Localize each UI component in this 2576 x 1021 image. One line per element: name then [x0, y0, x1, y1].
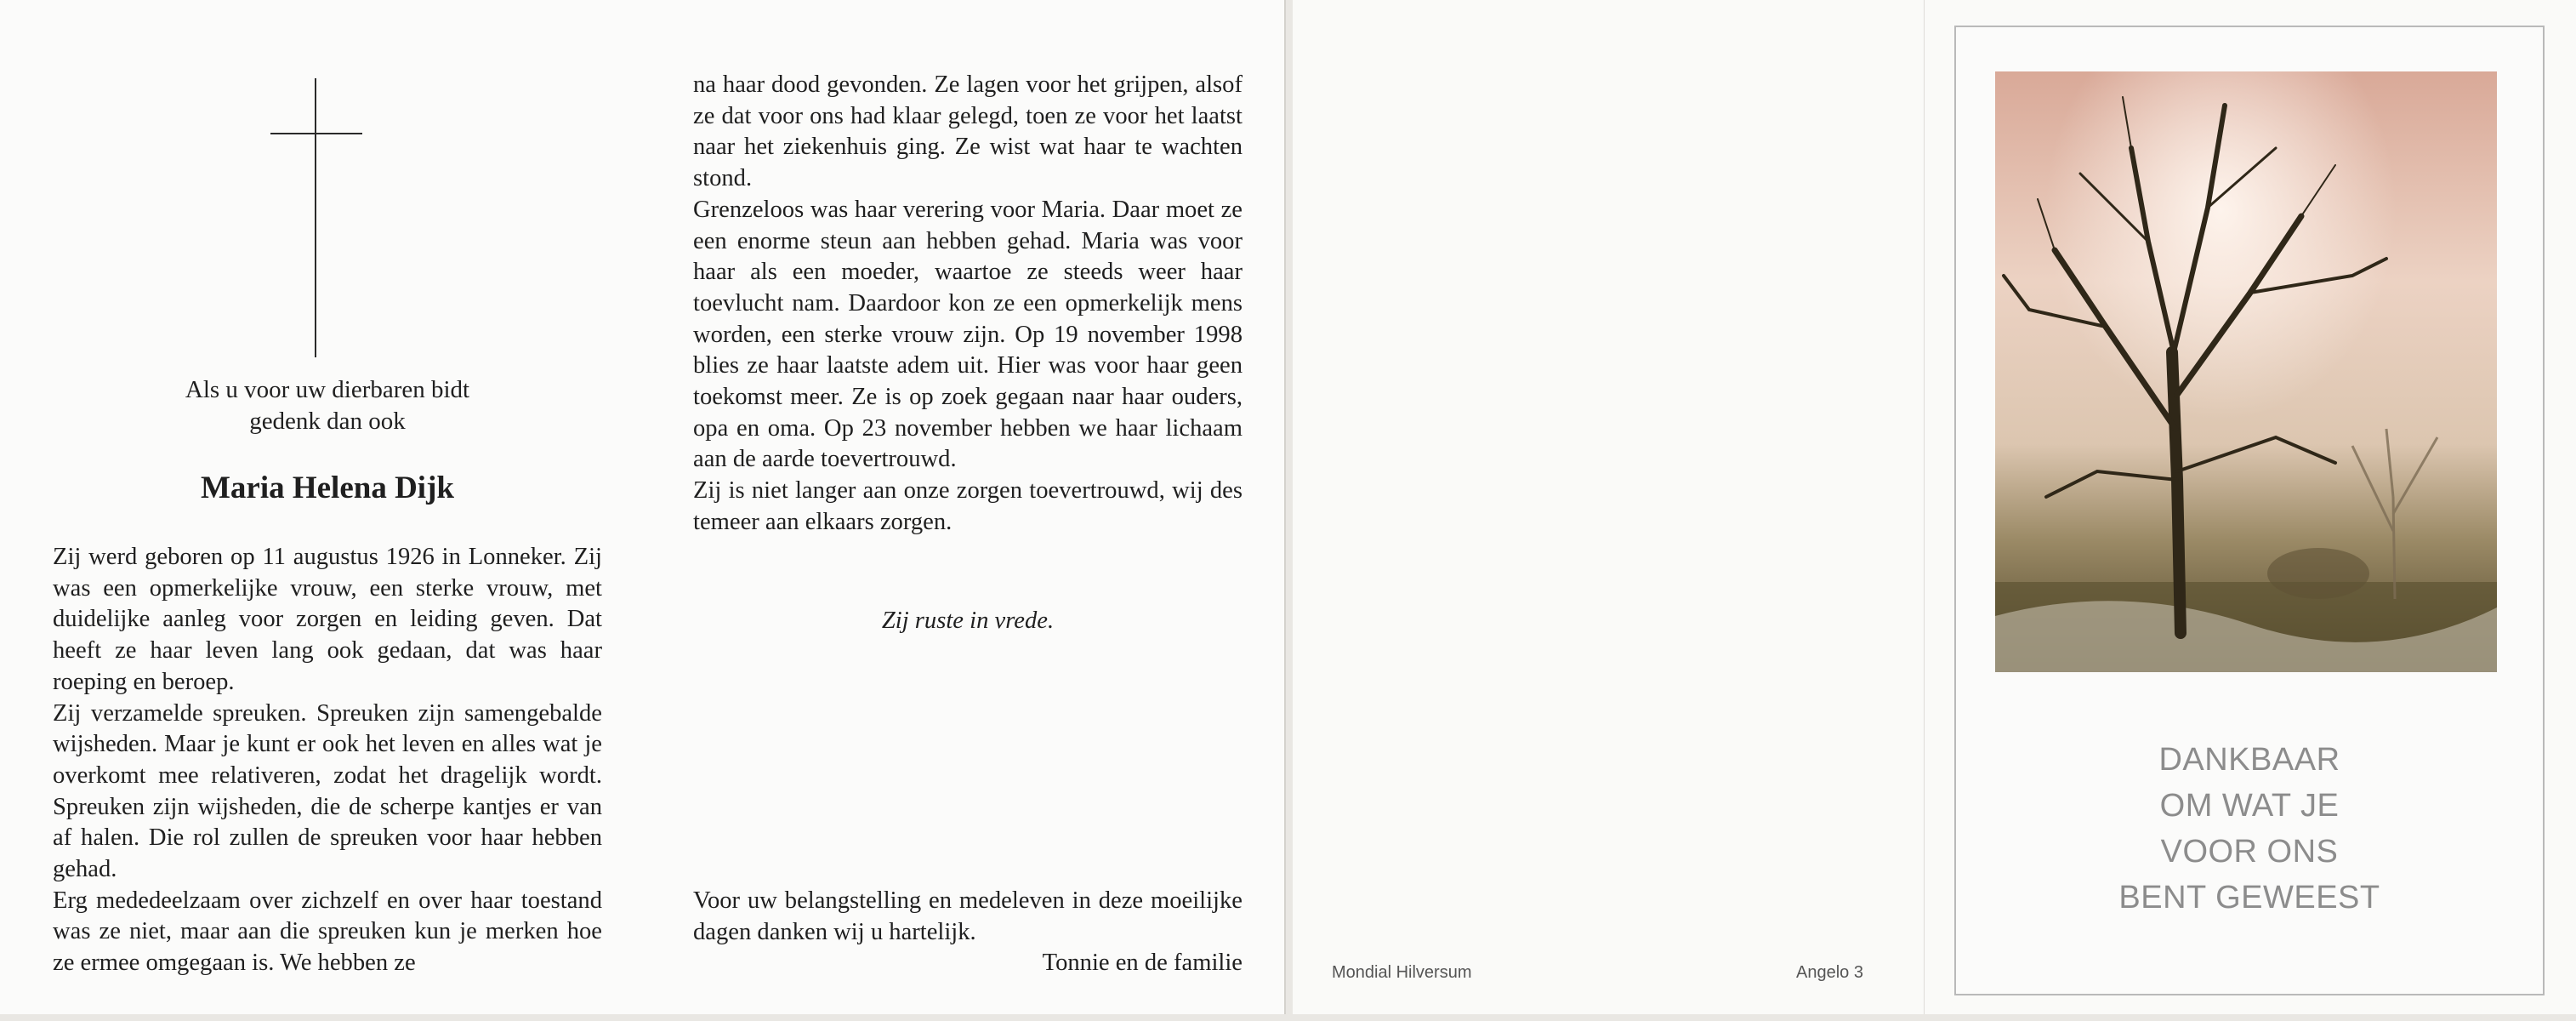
thanks-block	[693, 886, 1243, 979]
deceased-name: Maria Helena Dijk	[200, 471, 454, 505]
cross-icon	[315, 78, 316, 357]
gratitude-line: VOOR ONS	[2160, 834, 2339, 870]
paragraph: na haar dood gevonden. Ze lagen voor het grijpen, alsof ze dat voor ons had klaar gelegd, toen ze voor het laatst naar het ziekenhuis ging. Ze wist wat haar te wachten stond.	[693, 71, 1243, 192]
rest-in-peace: Zij ruste in vrede.	[881, 607, 1055, 634]
signature: Tonnie en de familie	[1042, 950, 1243, 977]
model-label: Angelo 3	[1796, 963, 1863, 982]
paragraph: Erg mededeelzaam over zichzelf en over haar toestand was ze niet, maar aan die spreuken kun je merken hoe ze ermee omgegaan is. We hebben ze	[53, 887, 602, 977]
gratitude-text	[1954, 737, 2545, 921]
thanks-text: Voor uw belangstelling en medeleven in deze moeilijke dagen danken wij u hartelijk.	[693, 887, 1243, 945]
prayer-text	[111, 374, 544, 437]
gratitude-line: DANKBAAR	[2158, 742, 2340, 778]
gratitude-line: OM WAT JE	[2159, 788, 2340, 824]
paragraph: Grenzeloos was haar verering voor Maria. Daar moet ze een enorme steun aan hebben gehad. Maria was voor haar als een moeder, waartoe ze steeds weer haar toevlucht nam. Daardoor kon ze een opmerkelijk mens worden, een sterke vrouw zijn. Op 19 november 1998 blies ze haar laatste adem uit. Hier was voor haar geen toekomst meer. Ze is op zoek gegaan naar haar ouders, opa en oma. Op 23 november hebben we haar lichaam aan de aarde toevertrouwd.	[693, 196, 1243, 473]
prayer-line-1: Als u voor uw dierbaren bidt	[185, 376, 470, 403]
gratitude-line: BENT GEWEEST	[2118, 880, 2380, 915]
cross-icon-bar	[270, 133, 362, 134]
paragraph: Zij is niet langer aan onze zorgen toevertrouwd, wij des temeer aan elkaars zorgen.	[693, 477, 1243, 535]
tree-in-fog-photo	[1995, 71, 2497, 672]
biography-column-2	[693, 70, 1243, 539]
publisher-label: Mondial Hilversum	[1332, 963, 1472, 982]
paragraph: Zij werd geboren op 11 augustus 1926 in Lonneker. Zij was een opmerkelijke vrouw, een sterke vrouw, met duidelijke aanleg voor zorgen en leiding geven. Dat heeft ze haar leven lang ook gedaan, dat was haar roeping en beroep.	[53, 544, 602, 695]
page-fold	[1284, 0, 1286, 1014]
biography-column-1	[53, 542, 602, 979]
card-fold	[1924, 0, 1925, 1014]
prayer-line-2: gedenk dan ook	[249, 408, 406, 435]
paragraph: Zij verzamelde spreuken. Spreuken zijn samengebalde wijsheden. Maar je kunt er ook het leven en alles wat je overkomt mee relativeren, zodat het dragelijk wordt. Spreuken zijn wijsheden, die de scherpe kantjes er van af halen. Die rol zullen de spreuken voor haar hebben gehad.	[53, 699, 602, 883]
